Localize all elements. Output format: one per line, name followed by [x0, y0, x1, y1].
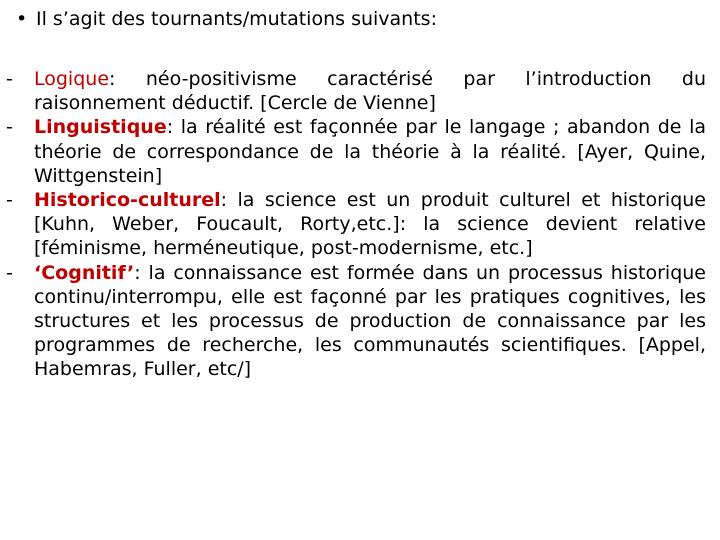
term-linguistique: Linguistique: [34, 116, 167, 139]
item-text: : néo-positivisme caractérisé par l’introduction du raisonnement déductif. [Cercle de Vienne]: [34, 68, 706, 115]
list-item-cognitif: [6, 261, 706, 382]
term-historico-culturel: Historico-culturel: [34, 189, 221, 212]
dash-marker: -: [6, 68, 13, 90]
item-text: : la connaissance est formée dans un processus historique continu/interrompu, elle est façonné par les pratiques cognitives, les structures et les processus de production de connaissance par les programmes de recherche, les communautés scientifiques. [Appel, Habemras, Fuller, etc/]: [34, 261, 706, 381]
list-item-logique: [6, 67, 706, 115]
mutation-list: [6, 67, 706, 382]
term-cognitif: ‘Cognitif’: [34, 261, 135, 284]
dash-marker: -: [6, 116, 13, 139]
bullet-icon: •: [16, 8, 28, 30]
list-item-linguistique: [6, 115, 706, 188]
term-logique: Logique: [34, 68, 110, 90]
list-item-historico-culturel: [6, 188, 706, 261]
item-text: : la réalité est façonnée par le langage ; abandon de la théorie de correspondance de la théorie à la réalité. [Ayer, Quine, Wittgenstein]: [34, 116, 706, 187]
item-text: : la science est un produit culturel et historique [Kuhn, Weber, Foucault, Rorty,etc.]: la science devient relative [féminisme, herméneutique, post-modernisme, etc.]: [34, 189, 706, 260]
dash-marker: -: [6, 261, 13, 284]
intro-text: Il s’agit des tournants/mutations suivants:: [36, 8, 437, 30]
intro-line: [16, 6, 437, 32]
dash-marker: -: [6, 189, 13, 212]
